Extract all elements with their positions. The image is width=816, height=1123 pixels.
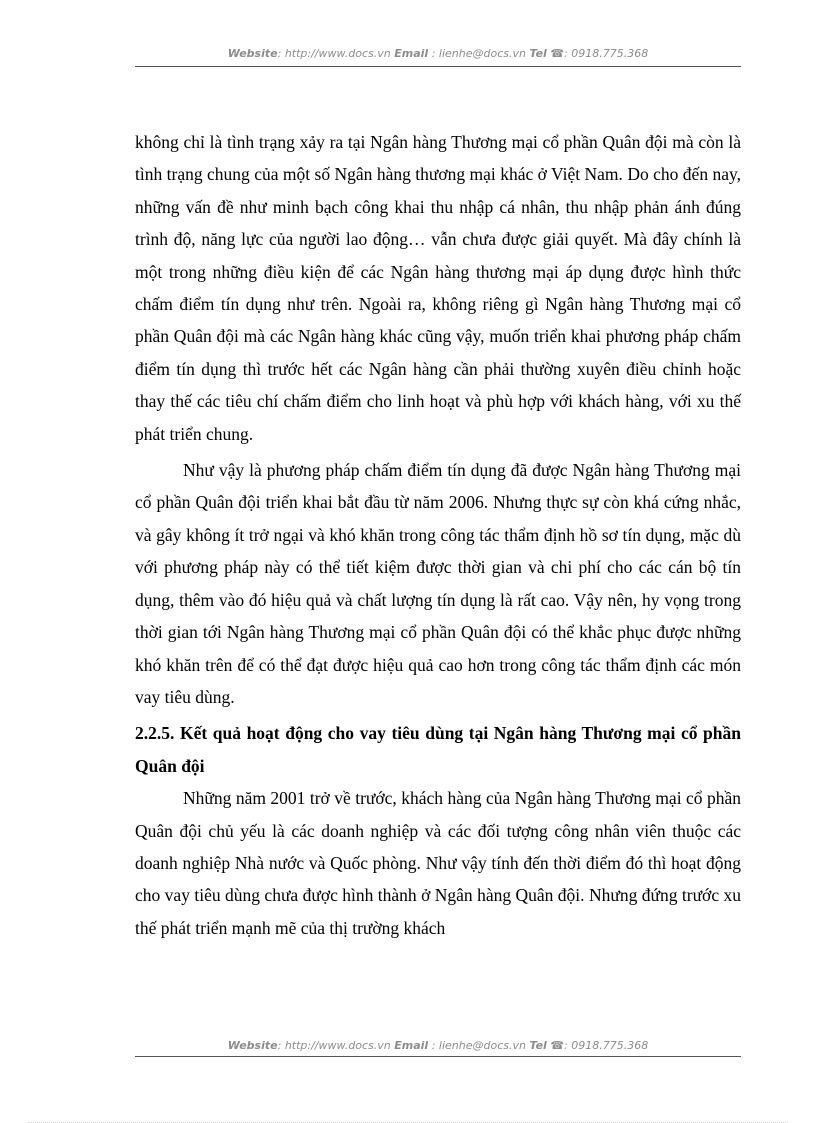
footer-tel-label: Tel bbox=[529, 1039, 547, 1052]
footer-website-link[interactable]: http://www.docs.vn bbox=[284, 1039, 391, 1052]
section-heading: 2.2.5. Kết quả hoạt động cho vay tiêu dùng tại Ngân hàng Thương mại cổ phần Quân đội bbox=[135, 723, 741, 776]
header-email-link[interactable]: lienhe@docs.vn bbox=[438, 47, 526, 60]
phone-icon: ☎ bbox=[550, 1039, 565, 1052]
header-website-label: Website bbox=[227, 47, 278, 60]
footer-email-link[interactable]: lienhe@docs.vn bbox=[438, 1039, 526, 1052]
footer-website-sep: : bbox=[277, 1039, 285, 1052]
header-tel-label: Tel bbox=[529, 47, 547, 60]
footer-email-label: Email bbox=[394, 1039, 429, 1052]
footer-website-label: Website bbox=[227, 1039, 278, 1052]
paragraph-3: Những năm 2001 trở về trước, khách hàng của Ngân hàng Thương mại cổ phần Quân đội chủ yếu là các doanh nghiệp và các đối tượng công nhân viên thuộc các doanh nghiệp Nhà nước và Quốc phòng. Như vậy tính đến thời điểm đó thì hoạt động cho vay tiêu dùng chưa được hình thành ở Ngân hàng Quân đội. Nhưng đứng trước xu thế phát triển mạnh mẽ của thị trường khách bbox=[135, 788, 741, 938]
header-rule bbox=[135, 66, 741, 67]
paragraph-2: Như vậy là phương pháp chấm điểm tín dụng đã được Ngân hàng Thương mại cổ phần Quân đội triển khai bắt đầu từ năm 2006. Nhưng thực sự còn khá cứng nhắc, và gây không ít trở ngại và khó khăn trong công tác thẩm định hồ sơ tín dụng, mặc dù với phương pháp này có thể tiết kiệm được thời gian và chi phí cho các cán bộ tín dụng, thêm vào đó hiệu quả và chất lượng tín dụng là rất cao. Vậy nên, hy vọng trong thời gian tới Ngân hàng Thương mại cổ phần Quân đội có thể khắc phục được những khó khăn trên để có thể đạt được hiệu quả cao hơn trong công tác thẩm định các món vay tiêu dùng. bbox=[135, 460, 741, 707]
header-email-sep: : bbox=[428, 47, 439, 60]
phone-icon: ☎ bbox=[550, 47, 565, 60]
header-website-sep: : bbox=[277, 47, 285, 60]
paragraph-1: không chỉ là tình trạng xảy ra tại Ngân hàng Thương mại cổ phần Quân đội mà còn là tình trạng chung của một số Ngân hàng thương mại khác ở Việt Nam. Do cho đến nay, những vấn đề như minh bạch công khai thu nhập cá nhân, thu nhập phản ánh đúng trình độ, năng lực của người lao động… vẫn chưa được giải quyết. Mà đây chính là một trong những điều kiện để các Ngân hàng thương mại áp dụng được hình thức chấm điểm tín dụng như trên. Ngoài ra, không riêng gì Ngân hàng Thương mại cổ phần Quân đội mà các Ngân hàng khác cũng vậy, muốn triển khai phương pháp chấm điểm tín dụng thì trước hết các Ngân hàng cần phải thường xuyên điều chỉnh hoặc thay thế các tiêu chí chấm điểm cho linh hoạt và phù hợp với khách hàng, với xu thế phát triển chung. bbox=[135, 132, 741, 444]
header-tel-sep: : bbox=[564, 47, 572, 60]
header-tel-value: 0918.775.368 bbox=[571, 47, 649, 60]
footer-tel-sep: : bbox=[564, 1039, 572, 1052]
header-website-link[interactable]: http://www.docs.vn bbox=[284, 47, 391, 60]
header-email-label: Email bbox=[394, 47, 429, 60]
document-body bbox=[135, 126, 741, 944]
page-header bbox=[135, 47, 741, 60]
page-footer bbox=[135, 1039, 741, 1052]
footer-tel-value: 0918.775.368 bbox=[571, 1039, 649, 1052]
footer-email-sep: : bbox=[428, 1039, 439, 1052]
footer-rule bbox=[135, 1056, 741, 1057]
